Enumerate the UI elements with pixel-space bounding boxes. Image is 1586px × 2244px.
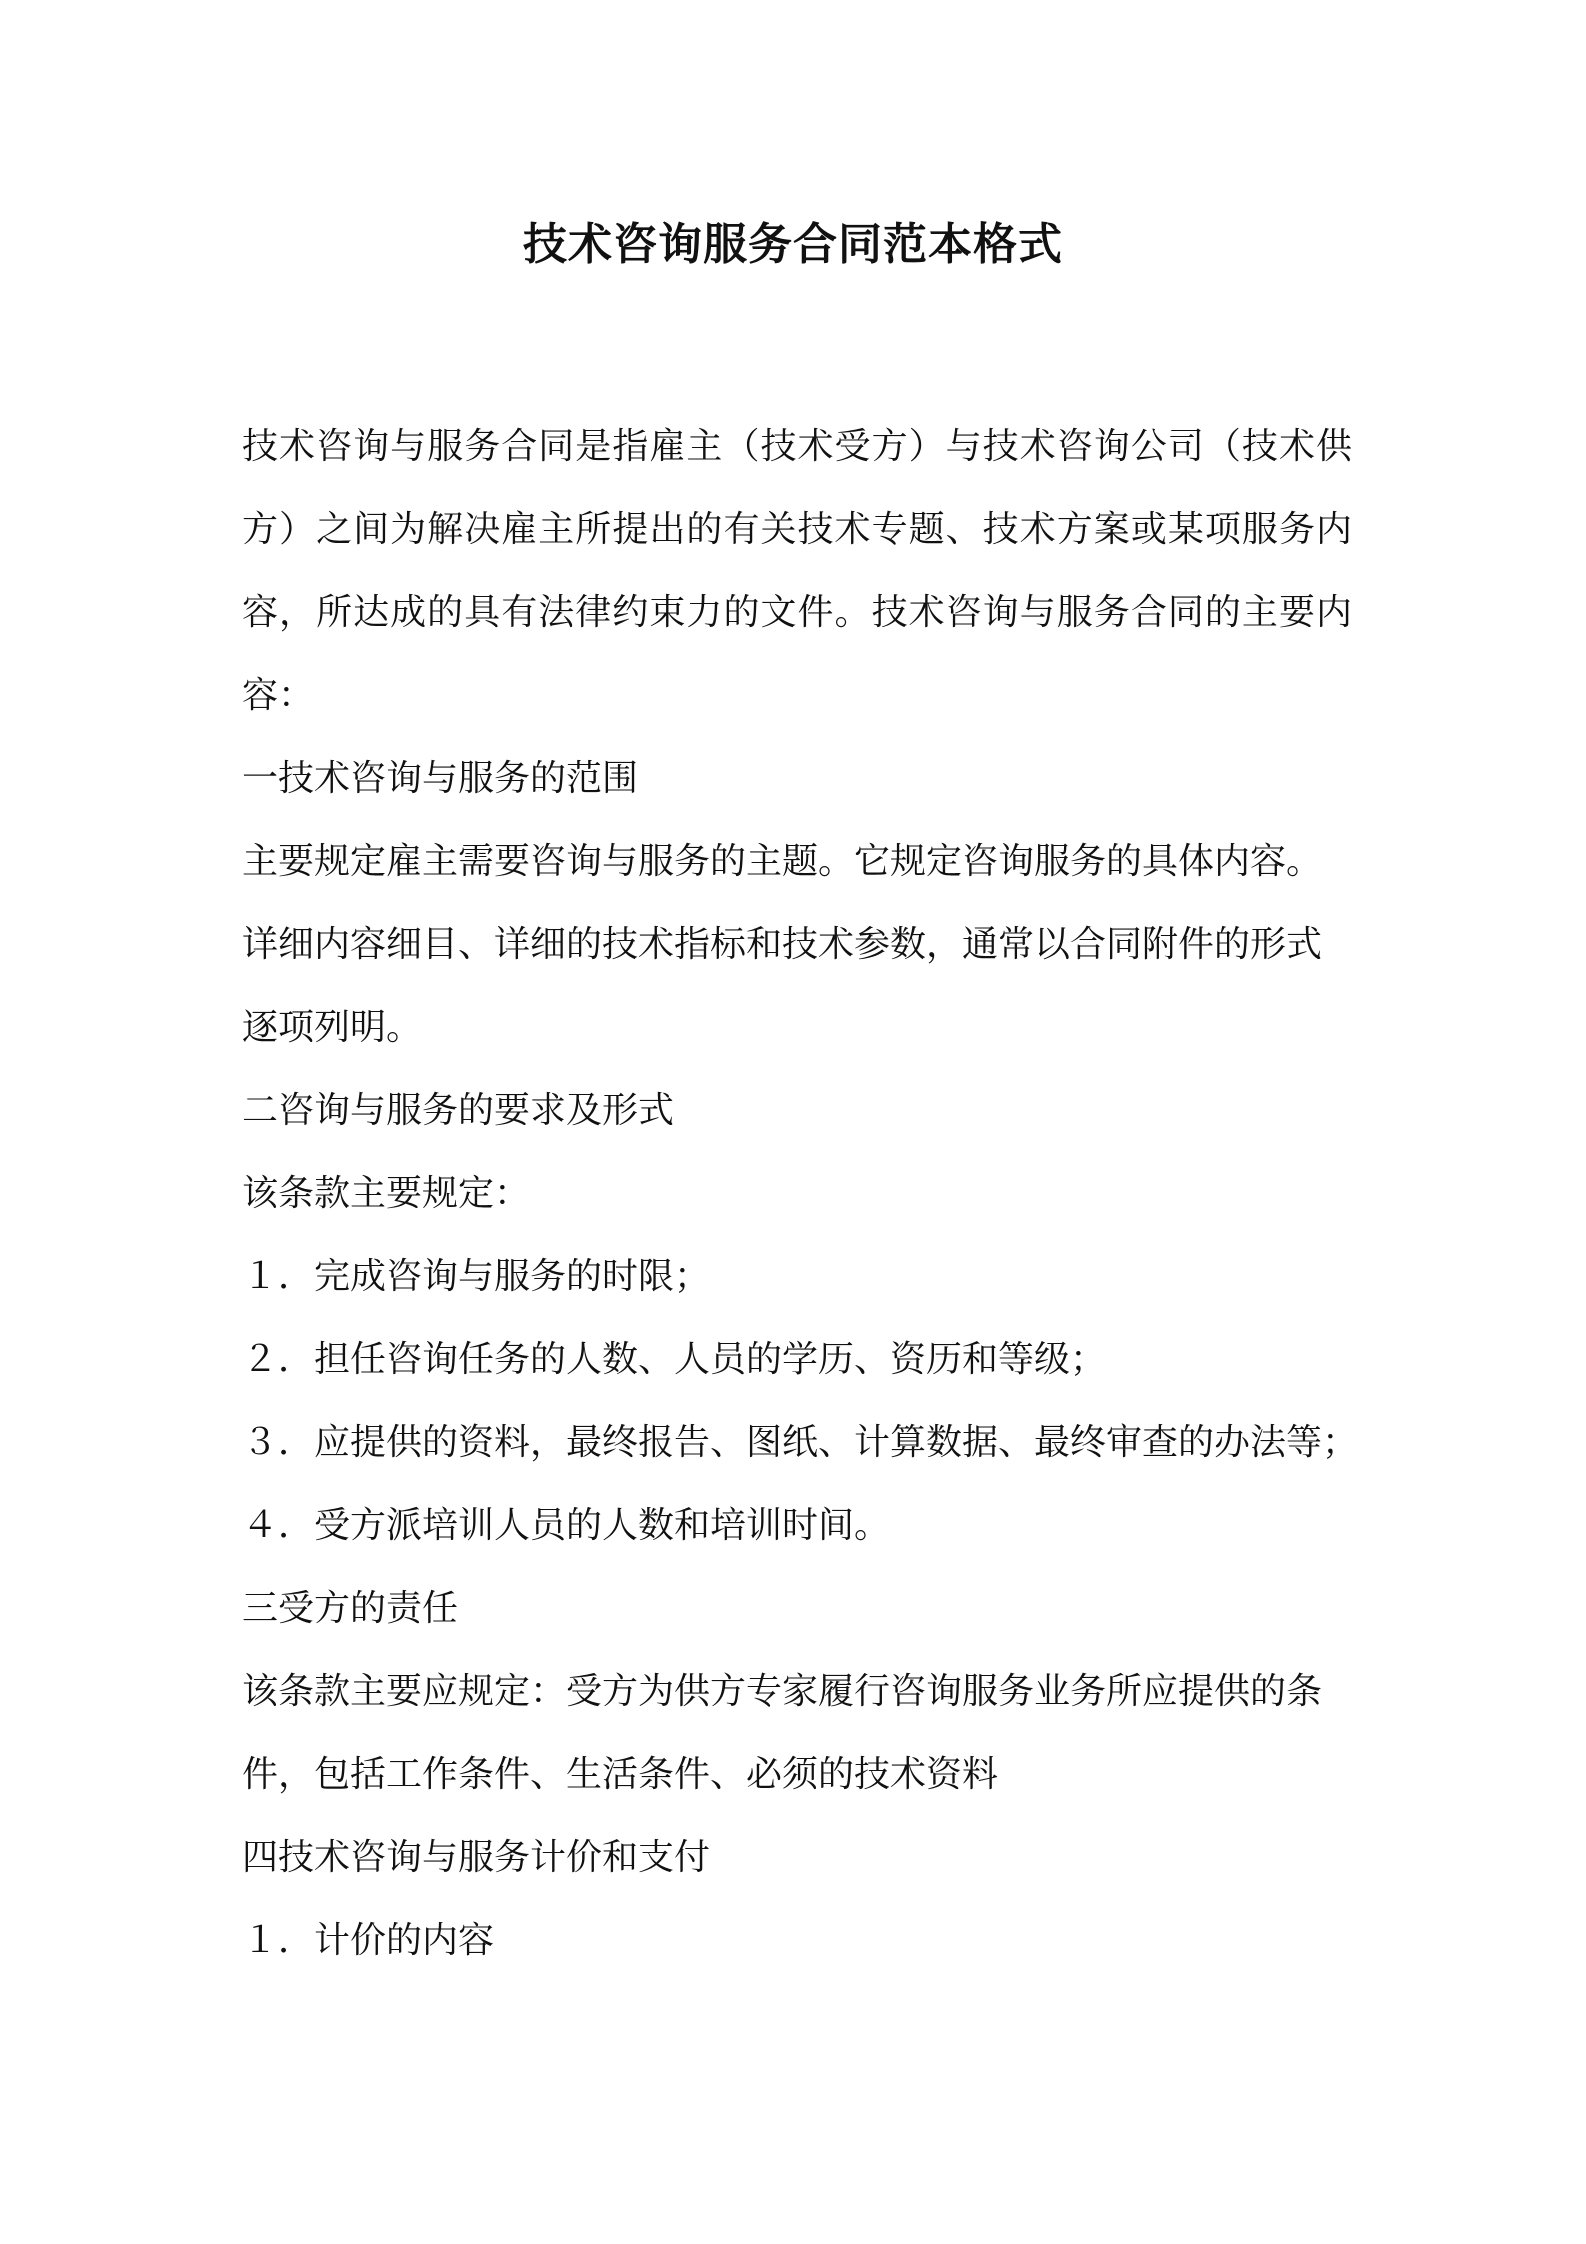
document-title: 技术咨询服务合同范本格式 xyxy=(523,219,1063,270)
document-body xyxy=(242,405,1362,1982)
section-heading-responsibility: 三受方的责任 xyxy=(242,1588,459,1629)
list-item: ３．应提供的资料，最终报告、图纸、计算数据、最终审查的办法等； xyxy=(242,1422,1359,1463)
list-item: ２．担任咨询任务的人数、人员的学历、资历和等级； xyxy=(242,1339,1107,1380)
paragraph-line: 主要规定雇主需要咨询与服务的主题。它规定咨询服务的具体内容。 xyxy=(242,841,1323,882)
section-heading-scope: 一技术咨询与服务的范围 xyxy=(242,758,639,799)
section-heading-requirements: 二咨询与服务的要求及形式 xyxy=(242,1090,675,1131)
section-heading-pricing: 四技术咨询与服务计价和支付 xyxy=(242,1837,711,1878)
list-item: ４．受方派培训人员的人数和培训时间。 xyxy=(242,1505,891,1546)
paragraph-line: 详细内容细目、详细的技术指标和技术参数，通常以合同附件的形式 xyxy=(242,924,1323,965)
paragraph-line: 该条款主要应规定：受方为供方专家履行咨询服务业务所应提供的条 xyxy=(242,1671,1323,1712)
paragraph-line: 件，包括工作条件、生活条件、必须的技术资料 xyxy=(242,1754,999,1795)
intro-paragraph: 技术咨询与服务合同是指雇主（技术受方）与技术咨询公司（技术供方）之间为解决雇主所提出的有关技术专题、技术方案或某项服务内容，所达成的具有法律约束力的文件。技术咨询与服务合同的主要内容： xyxy=(242,426,1352,716)
paragraph-line: 该条款主要规定： xyxy=(242,1173,531,1214)
paragraph-line: 逐项列明。 xyxy=(242,1007,423,1048)
list-item: １．计价的内容 xyxy=(242,1920,495,1961)
list-item: １．完成咨询与服务的时限； xyxy=(242,1256,711,1297)
